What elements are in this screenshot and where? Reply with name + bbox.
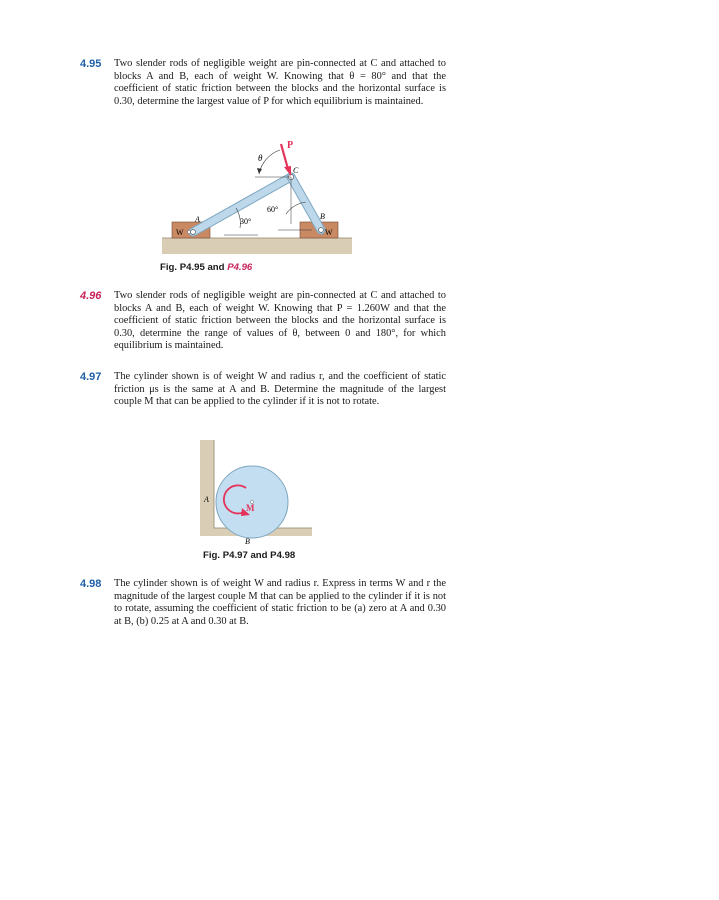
figure-p4-97 [198,436,318,546]
problem-text: Two slender rods of negligible weight are pin-connected at C and attached to blocks A and B, each of weight W. Knowing that θ = 80° and that the coefficient of static friction between the blocks and the horizontal surface is 0.30, determine the largest value of P for which equilibrium is maintained. [114,58,446,107]
problem-number: 4.97 [80,371,102,383]
problem-number: 4.98 [80,578,102,590]
problem-4-95 [80,58,446,108]
pin-a [191,230,196,235]
problem-number: 4.96 [80,290,102,302]
pin-b [319,228,324,233]
figure-caption-2: Fig. P4.97 and P4.98 [203,550,296,561]
problem-text: The cylinder shown is of weight W and radius r. Express in terms W and r the magnitude of the largest couple M that can be applied to the cylinder if it is not to rotate, assuming the coefficient of static friction to be (a) zero at A and 0.30 at B, (b) 0.25 at A and 0.30 at B. [114,578,446,627]
label-w-right: W [325,228,333,237]
problem-4-98 [80,578,446,628]
figure-p4-95 [160,138,360,258]
label-a: A [195,215,200,224]
label-angle-60: 60° [267,205,279,214]
wall [200,440,214,536]
label-angle-30: 30° [240,217,252,226]
label-w-left: W [176,228,184,237]
label-m: M [246,503,255,513]
floor [162,238,352,254]
problem-number: 4.95 [80,58,102,70]
label-theta: θ [258,153,263,163]
label-c: C [293,166,299,175]
label-b: B [245,537,250,546]
label-b: B [320,212,325,221]
problem-4-96 [80,290,446,353]
problem-text: Two slender rods of negligible weight are pin-connected at C and attached to blocks A and B, each of weight W. Knowing that P = 1.260W and that the coefficient of static friction between the blocks and the horizontal surface is 0.30, determine the range of values of θ, between 0 and 180°, for which equilibrium is maintained. [114,290,446,351]
label-p: P [287,140,294,151]
label-a: A [204,495,209,504]
problem-4-97 [80,371,446,409]
figure-caption-1: Fig. P4.95 and P4.96 [160,262,253,273]
problem-text: The cylinder shown is of weight W and radius r, and the coefficient of static friction μs is the same at A and B. Determine the magnitude of the largest couple M that can be applied to the cylinder if it is not to rotate. [114,371,446,407]
